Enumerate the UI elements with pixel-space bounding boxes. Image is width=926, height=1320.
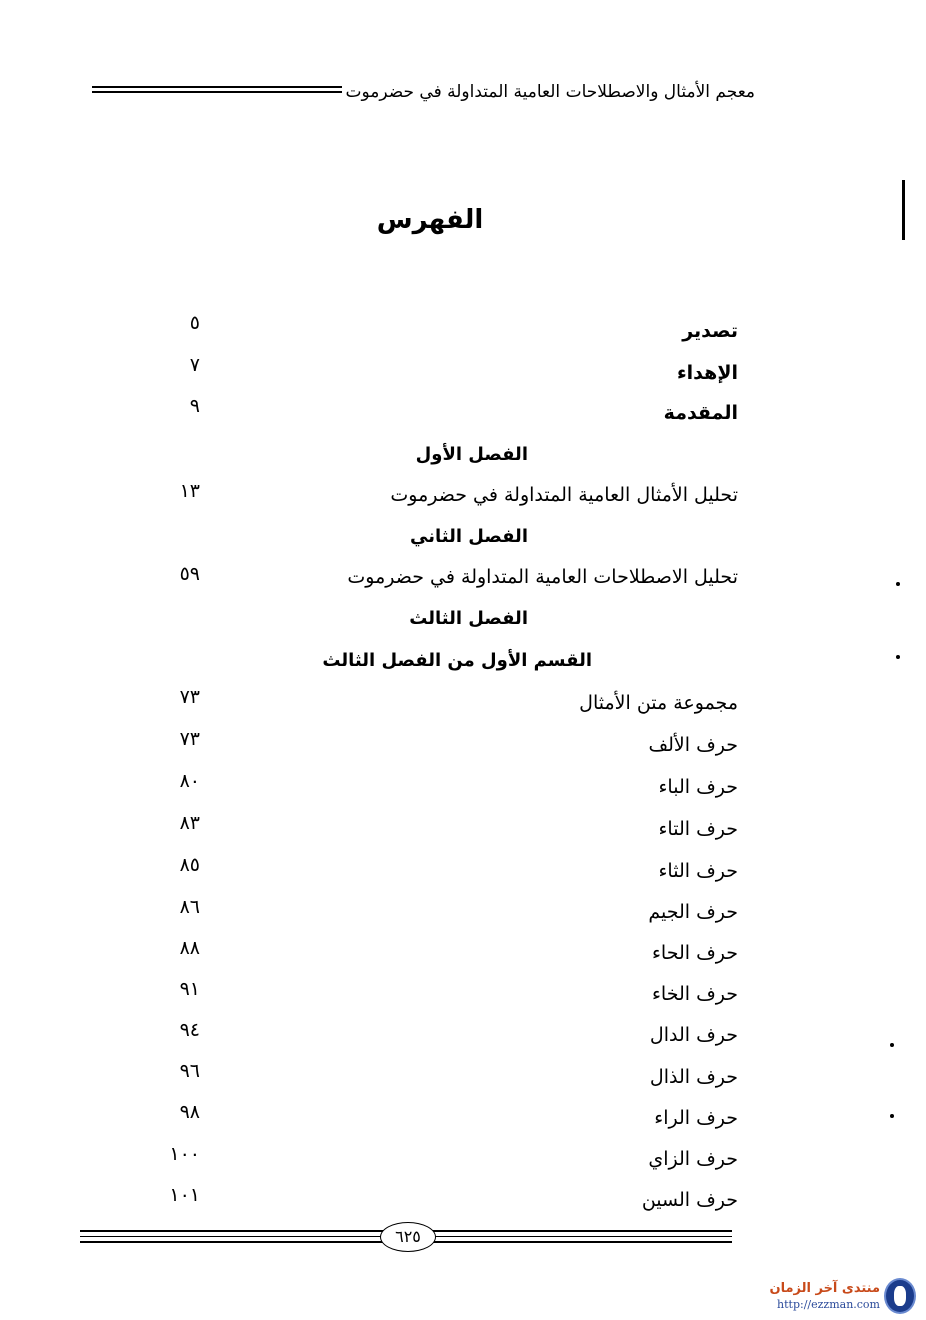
margin-dot [890,1043,894,1047]
toc-entry-page: ٩١ [179,978,200,1000]
margin-mark [902,180,905,240]
chapter-heading: الفصل الثالث [409,608,528,629]
toc-entry-page: ٥٩ [179,563,200,585]
toc-entry-page: ١٠٠ [169,1143,200,1165]
toc-entry-page: ٨٣ [179,812,200,834]
toc-entry-label: تحليل الأمثال العامية المتداولة في حضرموت [390,484,738,506]
toc-entry-label: حرف السين [641,1189,738,1211]
toc-entry-page: ٥ [189,312,200,334]
toc-entry-label: حرف الزاي [648,1148,738,1170]
toc-entry-label: حرف الثاء [658,860,738,882]
toc-entry-label: تصدير [682,320,738,342]
margin-dot [896,655,900,659]
toc-entry-label: حرف التاء [658,818,738,840]
toc-entry-page: ٧٣ [179,728,200,750]
toc-entry-page: ١٣ [179,480,200,502]
margin-dot [896,582,900,586]
page-number: ٦٢٥ [380,1222,436,1252]
toc-entry-page: ٩٦ [179,1060,200,1082]
running-header: معجم الأمثال والاصطلاحات العامية المتداولة في حضرموت [345,82,755,102]
toc-entry-page: ٩ [189,395,200,417]
toc-entry-page: ٩٨ [179,1101,200,1123]
toc-entry-page: ٨٦ [179,896,200,918]
toc-entry-label: حرف الجيم [648,901,738,923]
forum-logo-icon [884,1278,916,1314]
toc-entry-label: حرف الباء [658,776,738,798]
toc-entry-page: ٩٤ [179,1019,200,1041]
chapter-heading: الفصل الثاني [410,526,528,547]
toc-entry-page: ٧ [189,354,200,376]
toc-entry-label: حرف الذال [649,1066,738,1088]
toc-entry-label: حرف الدال [649,1024,738,1046]
toc-entry-label: تحليل الاصطلاحات العامية المتداولة في حضرموت [347,566,738,588]
toc-entry-page: ٨٠ [179,770,200,792]
watermark-url: http://ezzman.com [777,1298,880,1311]
toc-entry-label: حرف الألف [648,734,738,756]
page-title: الفهرس [376,205,484,235]
toc-entry-label: مجموعة متن الأمثال [579,692,738,714]
toc-entry-label: حرف الحاء [651,942,738,964]
chapter-heading: الفصل الأول [415,444,528,465]
toc-entry-label: حرف الخاء [651,983,738,1005]
header-rule-top [92,86,342,88]
toc-entry-page: ٨٨ [179,937,200,959]
watermark-name: منتدى آخر الزمان [769,1281,880,1296]
toc-entry-label: الإهداء [676,362,738,384]
toc-entry-label: حرف الراء [654,1107,738,1129]
toc-entry-label: المقدمة [663,402,738,424]
margin-dot [890,1114,894,1118]
toc-entry-page: ٨٥ [179,854,200,876]
header-rule-bottom [92,91,342,93]
section-heading: القسم الأول من الفصل الثالث [322,650,592,671]
toc-entry-page: ١٠١ [169,1184,200,1206]
toc-entry-page: ٧٣ [179,686,200,708]
